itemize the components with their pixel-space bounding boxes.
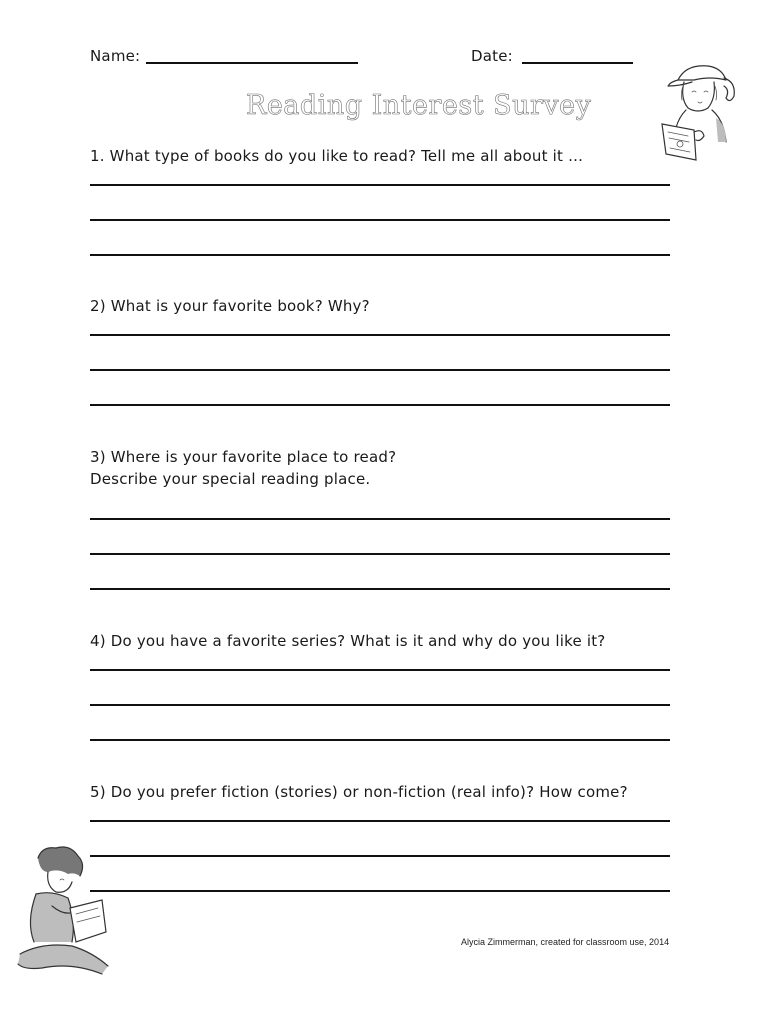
girl-reading-illustration xyxy=(656,58,742,166)
answer-line[interactable] xyxy=(90,739,670,741)
question-4-text: 4) Do you have a favorite series? What is it and why do you like it? xyxy=(90,632,606,650)
answer-line[interactable] xyxy=(90,184,670,186)
question-3 xyxy=(90,446,396,490)
answer-line[interactable] xyxy=(90,553,670,555)
answer-line[interactable] xyxy=(90,254,670,256)
name-label: Name: xyxy=(90,47,141,65)
question-3-text: 3) Where is your favorite place to read? xyxy=(90,448,397,466)
answer-line[interactable] xyxy=(90,855,670,857)
boy-reading-icon xyxy=(12,842,112,982)
answer-line[interactable] xyxy=(90,518,670,520)
question-1-text: 1. What type of books do you like to read? Tell me all about it … xyxy=(90,147,584,165)
date-field-line[interactable] xyxy=(522,62,633,64)
question-2 xyxy=(90,295,370,317)
question-3-subtext: Describe your special reading place. xyxy=(90,470,371,488)
date-label: Date: xyxy=(471,47,513,65)
footer-credit: Alycia Zimmerman, created for classroom use, 2014 xyxy=(461,937,670,947)
answer-line[interactable] xyxy=(90,219,670,221)
answer-line[interactable] xyxy=(90,669,670,671)
boy-reading-illustration xyxy=(12,842,112,982)
question-4 xyxy=(90,630,605,652)
question-5 xyxy=(90,781,628,803)
answer-line[interactable] xyxy=(90,820,670,822)
page-title: Reading Interest Survey xyxy=(246,90,592,121)
question-2-text: 2) What is your favorite book? Why? xyxy=(90,297,370,315)
answer-line[interactable] xyxy=(90,890,670,892)
name-field-line[interactable] xyxy=(146,62,358,64)
question-5-text: 5) Do you prefer fiction (stories) or non-fiction (real info)? How come? xyxy=(90,783,628,801)
girl-reading-icon xyxy=(656,58,742,166)
answer-line[interactable] xyxy=(90,588,670,590)
answer-line[interactable] xyxy=(90,334,670,336)
question-1 xyxy=(90,145,583,167)
answer-line[interactable] xyxy=(90,369,670,371)
answer-line[interactable] xyxy=(90,404,670,406)
answer-line[interactable] xyxy=(90,704,670,706)
